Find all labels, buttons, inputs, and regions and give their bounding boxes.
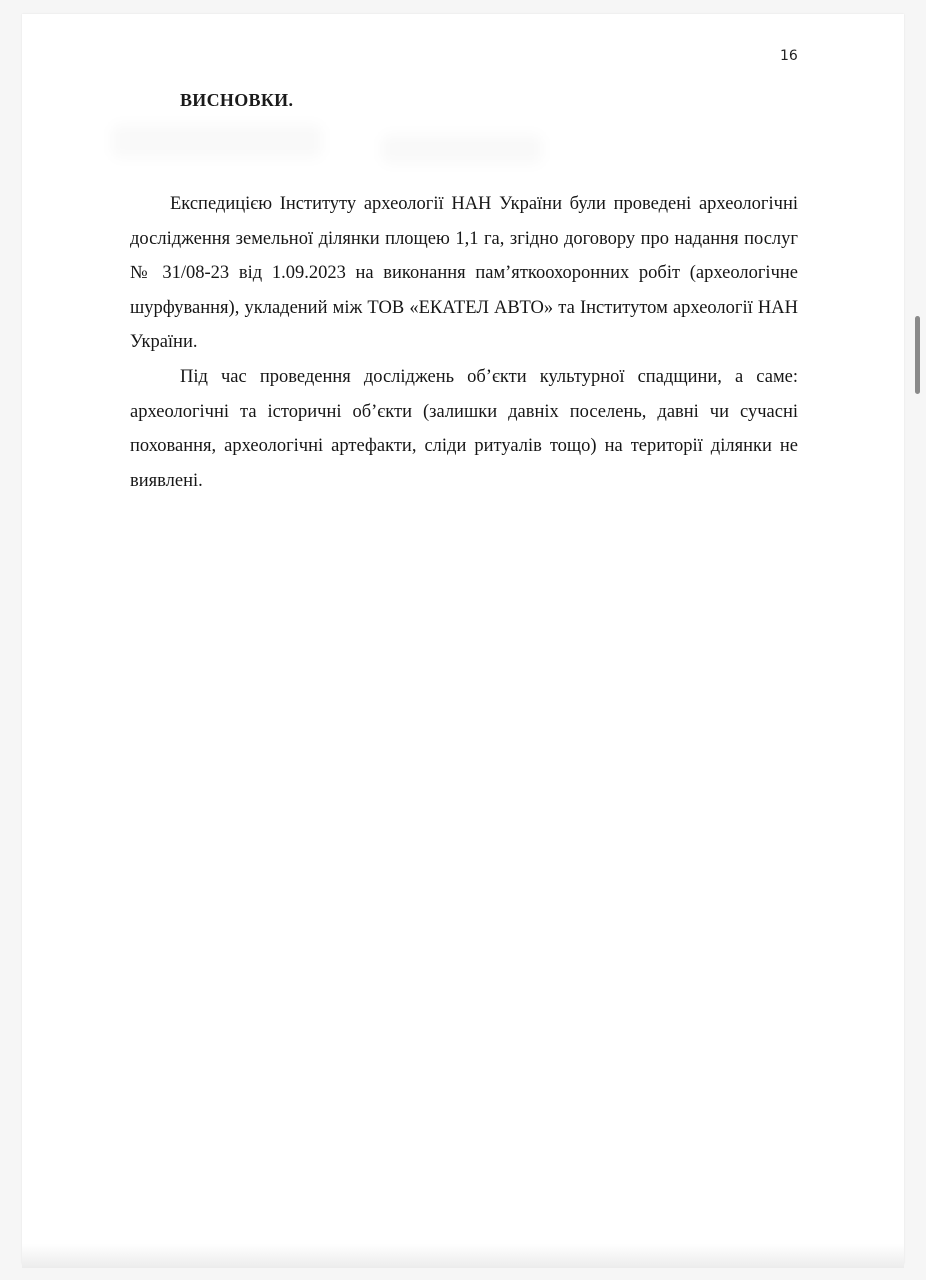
- scan-smudge: [112, 124, 322, 158]
- page-bottom-edge: [22, 1244, 904, 1268]
- paragraph-findings: Під час проведення досліджень об’єкти культурної спадщини, а саме: археологічні та історичні об’єкти (залишки давніх поселень, давні чи сучасні поховання, археологічні артефакти, сліди ритуалів тощо) на території ділянки не виявлені.: [130, 366, 798, 491]
- page-number: 16: [780, 48, 798, 64]
- scan-smudge: [382, 134, 542, 164]
- paragraph-expedition: Експедицією Інституту археології НАН України були проведені археологічні дослідження земельної ділянки площею 1,1 га, згідно договору про надання послуг № 31/08-23 від 1.09.2023 на виконання пам’яткоохоронних робіт (археологічне шурфування), укладений між ТОВ «ЕКАТЕЛ АВТО» та Інститутом археології НАН України.: [130, 194, 798, 353]
- vertical-scrollbar[interactable]: [915, 316, 920, 394]
- page-heading: ВИСНОВКИ.: [180, 90, 294, 110]
- document-body: [130, 187, 798, 498]
